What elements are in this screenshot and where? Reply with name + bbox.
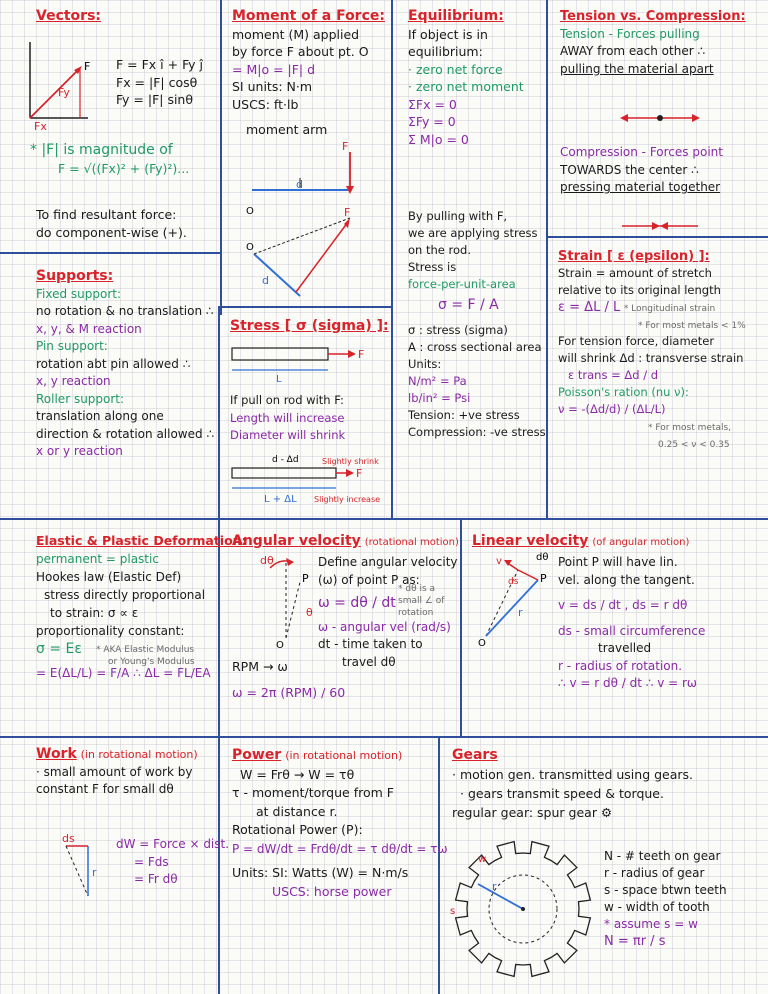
angular-diagram	[240, 554, 320, 651]
compression-text	[560, 144, 723, 197]
stress-title: Stress [ σ (sigma) ]:	[230, 318, 389, 334]
ang-dtheta-label: dθ	[260, 554, 274, 567]
work-l1: · small amount of work by	[36, 764, 193, 779]
angular-section	[232, 532, 459, 552]
moment-section	[232, 8, 385, 139]
angular-sub: (rotational motion)	[364, 537, 459, 548]
vec-eq3: Fy = |F| sinθ	[116, 92, 194, 107]
sup-l4: Pin support:	[36, 339, 108, 353]
eq-l16: Units:	[408, 357, 442, 371]
vec-fx-label: Fx	[34, 120, 47, 133]
elastic-title: Elastic & Plastic Deformation:	[36, 533, 247, 548]
el-l1: permanent = plastic	[36, 552, 159, 566]
sup-l1: Fixed support:	[36, 286, 122, 301]
power-sub: (in rotational motion)	[285, 749, 403, 762]
angular-text	[318, 554, 458, 671]
divider-v6	[460, 518, 462, 736]
stress-text	[230, 392, 345, 445]
sup-l6: x, y reaction	[36, 374, 111, 388]
lin-l3: v = ds / dt , ds = r dθ	[558, 598, 688, 612]
work-title: Work	[36, 746, 77, 762]
supports-section	[36, 268, 214, 461]
eq-l20: Compression: -ve stress	[408, 425, 546, 439]
work-l5: = Fr dθ	[134, 872, 178, 886]
power-l1: W = Frθ → W = τθ	[240, 766, 355, 782]
compression-arrow-diagram	[620, 218, 700, 234]
ang-l5: dt - time taken to	[318, 637, 423, 651]
ang-theta-label: θ	[306, 606, 313, 619]
power-l7: USCS: horse power	[272, 883, 392, 899]
ang-n3: rotation	[398, 607, 434, 618]
vector-diagram	[18, 40, 108, 133]
divider-h1	[0, 252, 220, 254]
strain-n2: * For most metals < 1%	[638, 321, 746, 331]
ang-o-label: O	[276, 640, 284, 651]
sup-l10: x or y reaction	[36, 444, 123, 458]
sup-l8: translation along one	[36, 409, 164, 423]
eq-l19: Tension: +ve stress	[408, 408, 520, 422]
work-sub: (in rotational motion)	[80, 748, 198, 761]
rod-dd-label: d - Δd	[272, 455, 299, 465]
tension-arrow-diagram	[620, 110, 700, 126]
gears-l1: · motion gen. transmitted using gears.	[452, 767, 694, 782]
moment-l2: by force F about pt. O	[232, 44, 369, 59]
tension-l3: pulling the material apart	[560, 61, 714, 76]
eq-l2: equilibrium:	[408, 44, 483, 59]
power-l3: at distance r.	[256, 803, 338, 819]
eq-l10: on the rod.	[408, 243, 471, 257]
eq-l9: we are applying stress	[408, 226, 538, 240]
work-ds-label: ds	[62, 832, 75, 845]
ang-l2: (ω) of point P as:	[318, 572, 420, 587]
power-l6: Units: SI: Watts (W) = N·m/s	[232, 865, 409, 880]
gear-diagram	[448, 834, 598, 984]
ang-l8: ω = 2π (RPM) / 60	[232, 684, 346, 700]
tension-l5: TOWARDS the center ∴	[560, 162, 699, 177]
sup-l5: rotation abt pin allowed ∴	[36, 356, 191, 371]
strain-n1: * Longitudinal strain	[623, 304, 716, 314]
rod-ldl-label: L + ΔL	[264, 494, 297, 505]
gear-r-label: r	[492, 880, 497, 893]
moment-diagram	[240, 140, 380, 300]
strain-title: Strain [ ε (epsilon) ]:	[558, 249, 710, 264]
strain-l1: Strain = amount of stretch	[558, 266, 712, 280]
lin-o-label: O	[478, 638, 486, 649]
rod-l-label: L	[276, 374, 282, 385]
work-diagram	[60, 834, 110, 904]
strain-n4: 0.25 < ν < 0.35	[658, 440, 730, 450]
gears-l6: s - space btwn teeth	[604, 883, 727, 897]
power-section	[232, 746, 448, 901]
supports-title: Supports:	[36, 268, 114, 284]
ang-l1: Define angular velocity	[318, 555, 458, 569]
linear-section	[472, 532, 689, 552]
moment-title: Moment of a Force:	[232, 8, 385, 24]
ang-n1: * dθ is a	[398, 583, 436, 594]
eq-l3: · zero net force	[408, 61, 503, 77]
stress-intro	[408, 208, 546, 441]
el-l4: to strain: σ ∝ ε	[50, 606, 139, 620]
vec-mag-eq: F = √((Fx)² + (Fy)²)...	[58, 160, 190, 176]
stress-l3: Diameter will shrink	[230, 428, 346, 442]
strain-l4: For tension force, diameter	[558, 334, 715, 348]
ang-l7: RPM → ω	[232, 659, 288, 674]
work-l3: dW = Force × dist.	[116, 837, 230, 851]
angular-title: Angular velocity	[232, 533, 361, 549]
eq-l8: By pulling with F,	[408, 209, 508, 223]
lin-l4: ds - small circumference	[558, 623, 706, 638]
strain-l7: Poisson's ration (nu ν):	[558, 385, 689, 399]
lin-p-label: P	[540, 572, 547, 585]
sup-l7: Roller support:	[36, 391, 125, 406]
strain-l3: ε = ΔL / L	[558, 300, 621, 315]
work-text	[116, 836, 229, 889]
moment-o-label: O	[246, 206, 254, 217]
equilibrium-title: Equilibrium:	[408, 8, 504, 24]
power-l2: τ - moment/torque from F	[232, 785, 394, 800]
rod-diagram	[228, 344, 378, 384]
vector-resultant	[36, 206, 187, 241]
gears-l4: N - # teeth on gear	[604, 849, 721, 863]
linear-title: Linear velocity	[472, 533, 589, 549]
divider-h5	[0, 736, 768, 738]
eq-l13: σ = F / A	[438, 297, 499, 313]
moment-f2-label: F	[344, 206, 351, 219]
vector-equations	[116, 56, 203, 109]
equilibrium-section	[408, 8, 524, 148]
eq-l4: · zero net moment	[408, 79, 524, 94]
vectors-section	[36, 8, 216, 26]
moment-l1: moment (M) applied	[232, 26, 360, 42]
lin-ds-label: ds	[508, 577, 519, 587]
moment-l3: = M|o = |F| d	[232, 61, 316, 77]
linear-sub: (of angular motion)	[592, 537, 690, 548]
gears-l7: w - width of tooth	[604, 900, 710, 914]
eq-l12: force-per-unit-area	[408, 277, 516, 291]
gears-text	[604, 848, 727, 950]
lin-l5: travelled	[598, 641, 652, 655]
eq-l5: ΣFx = 0	[408, 96, 457, 112]
gears-l3: regular gear: spur gear ⚙	[452, 805, 613, 820]
ang-l6: travel dθ	[342, 654, 396, 669]
eq-l1: If object is in	[408, 26, 488, 42]
lin-l2: vel. along the tangent.	[558, 572, 695, 587]
lin-r-label: r	[518, 606, 523, 619]
tension-l1: Tension - Forces pulling	[560, 26, 700, 41]
rpm-text	[232, 658, 345, 701]
sup-l3: x, y, & M reaction	[36, 321, 142, 336]
strain-l8: ν = -(Δd/d) / (ΔL/L)	[558, 402, 666, 416]
eq-l6: ΣFy = 0	[408, 114, 456, 129]
divider-v3	[546, 0, 548, 518]
rod-f2-label: F	[356, 467, 363, 480]
work-l4: = Fds	[134, 854, 169, 869]
rod-f-label: F	[358, 348, 365, 361]
strain-n3: * For most metals,	[648, 423, 732, 433]
eq-l7: Σ M|o = 0	[408, 131, 469, 147]
linear-text	[558, 554, 705, 693]
moment-l5: USCS: ft·lb	[232, 96, 299, 112]
stress-l1: If pull on rod with F:	[230, 393, 344, 407]
tension-l4: Compression - Forces point	[560, 145, 723, 159]
power-title: Power	[232, 747, 282, 763]
vec-f-label: F	[84, 60, 91, 73]
divider-v2	[391, 0, 393, 518]
gears-title: Gears	[452, 747, 498, 763]
divider-v1	[220, 0, 222, 315]
stress-section	[230, 318, 389, 336]
sup-l2: no rotation & no translation ∴	[36, 304, 214, 318]
vec-mag-line: * |F| is magnitude of	[30, 142, 173, 158]
vector-magnitude	[30, 142, 189, 177]
lin-l1: Point P will have lin.	[558, 555, 678, 569]
work-r-label: r	[92, 866, 97, 879]
moment-arm-label: moment arm	[246, 122, 328, 137]
gears-section	[452, 746, 693, 822]
ang-n2: small ∠ of	[398, 595, 445, 606]
eq-l18: lb/in² = Psi	[408, 391, 471, 405]
el-l3: stress directly proportional	[44, 588, 206, 602]
ang-l3: ω = dθ / dt	[318, 595, 396, 611]
gears-l5: r - radius of gear	[604, 866, 705, 880]
eq-l17: N/m² = Pa	[408, 374, 467, 388]
divider-h3	[220, 306, 391, 308]
strain-l2: relative to its original length	[558, 283, 721, 297]
eq-l14: σ : stress (sigma)	[408, 323, 508, 337]
moment-d2-label: d	[262, 274, 269, 287]
linear-diagram	[478, 552, 558, 649]
divider-h4	[0, 518, 768, 520]
lin-l7: ∴ v = r dθ / dt ∴ v = rω	[558, 676, 697, 690]
sup-l9: direction & rotation allowed ∴	[36, 426, 215, 441]
stress-l2: Length will increase	[230, 410, 345, 425]
work-section	[36, 746, 198, 799]
strain-section	[558, 248, 746, 452]
vec-resultant1: To find resultant force:	[36, 207, 177, 222]
gear-w-label: w	[478, 854, 487, 865]
power-l4: Rotational Power (P):	[232, 822, 363, 837]
strain-l6: ε trans = Δd / d	[568, 368, 659, 382]
el-l6: σ = Eε	[36, 641, 82, 657]
tension-l6: pressing material together	[560, 180, 721, 194]
elastic-notes	[96, 644, 195, 668]
ang-p-label: P	[302, 572, 309, 585]
el-l2: Hookes law (Elastic Def)	[36, 570, 182, 584]
vectors-title: Vectors:	[36, 8, 102, 24]
eq-l15: A : cross sectional area	[408, 340, 542, 354]
divider-v4	[218, 306, 220, 518]
rod-shrink-label: Slightly shrink	[322, 457, 379, 466]
lin-l6: r - radius of rotation.	[558, 658, 683, 673]
el-l7: = E(ΔL/L) = F/A ∴ ΔL = FL/EA	[36, 666, 211, 680]
lin-dtheta-label: dθ	[536, 552, 549, 563]
divider-h2	[546, 236, 768, 238]
moment-f-label: F	[342, 140, 349, 153]
gears-l9: N = πr / s	[604, 934, 666, 949]
vec-resultant2: do component-wise (+).	[36, 224, 187, 240]
power-l5: P = dW/dt = Frdθ/dt = τ dθ/dt = τω	[232, 841, 448, 856]
rod-incr-label: Slightly increase	[314, 495, 381, 504]
moment-o2-label: O	[246, 242, 254, 253]
gears-l8: * assume s = w	[604, 917, 698, 931]
lin-v-label: v	[496, 556, 502, 567]
vec-eq2: Fx = |F| cosθ	[116, 74, 198, 90]
work-l2: constant F for small dθ	[36, 782, 174, 796]
ang-l4: ω - angular vel (rad/s)	[318, 619, 451, 634]
el-l5: proportionality constant:	[36, 624, 185, 638]
strain-l5: will shrink Δd : transverse strain	[558, 351, 744, 365]
gears-l2: · gears transmit speed & torque.	[460, 786, 664, 801]
tension-section	[560, 8, 746, 78]
moment-d-label: d	[296, 178, 303, 191]
moment-l4: SI units: N·m	[232, 79, 313, 94]
el-n2: or Young's Modulus	[108, 657, 195, 667]
tension-l2: AWAY from each other ∴	[560, 44, 706, 58]
vec-fy-label: Fy	[58, 86, 70, 99]
vec-eq1: F = Fx î + Fy ĵ	[116, 57, 203, 72]
gear-s-label: s	[450, 906, 456, 917]
tension-title: Tension vs. Compression:	[560, 9, 746, 24]
el-n1: * AKA Elastic Modulus	[96, 645, 195, 655]
eq-l11: Stress is	[408, 260, 457, 274]
stretched-rod-diagram	[228, 452, 388, 512]
